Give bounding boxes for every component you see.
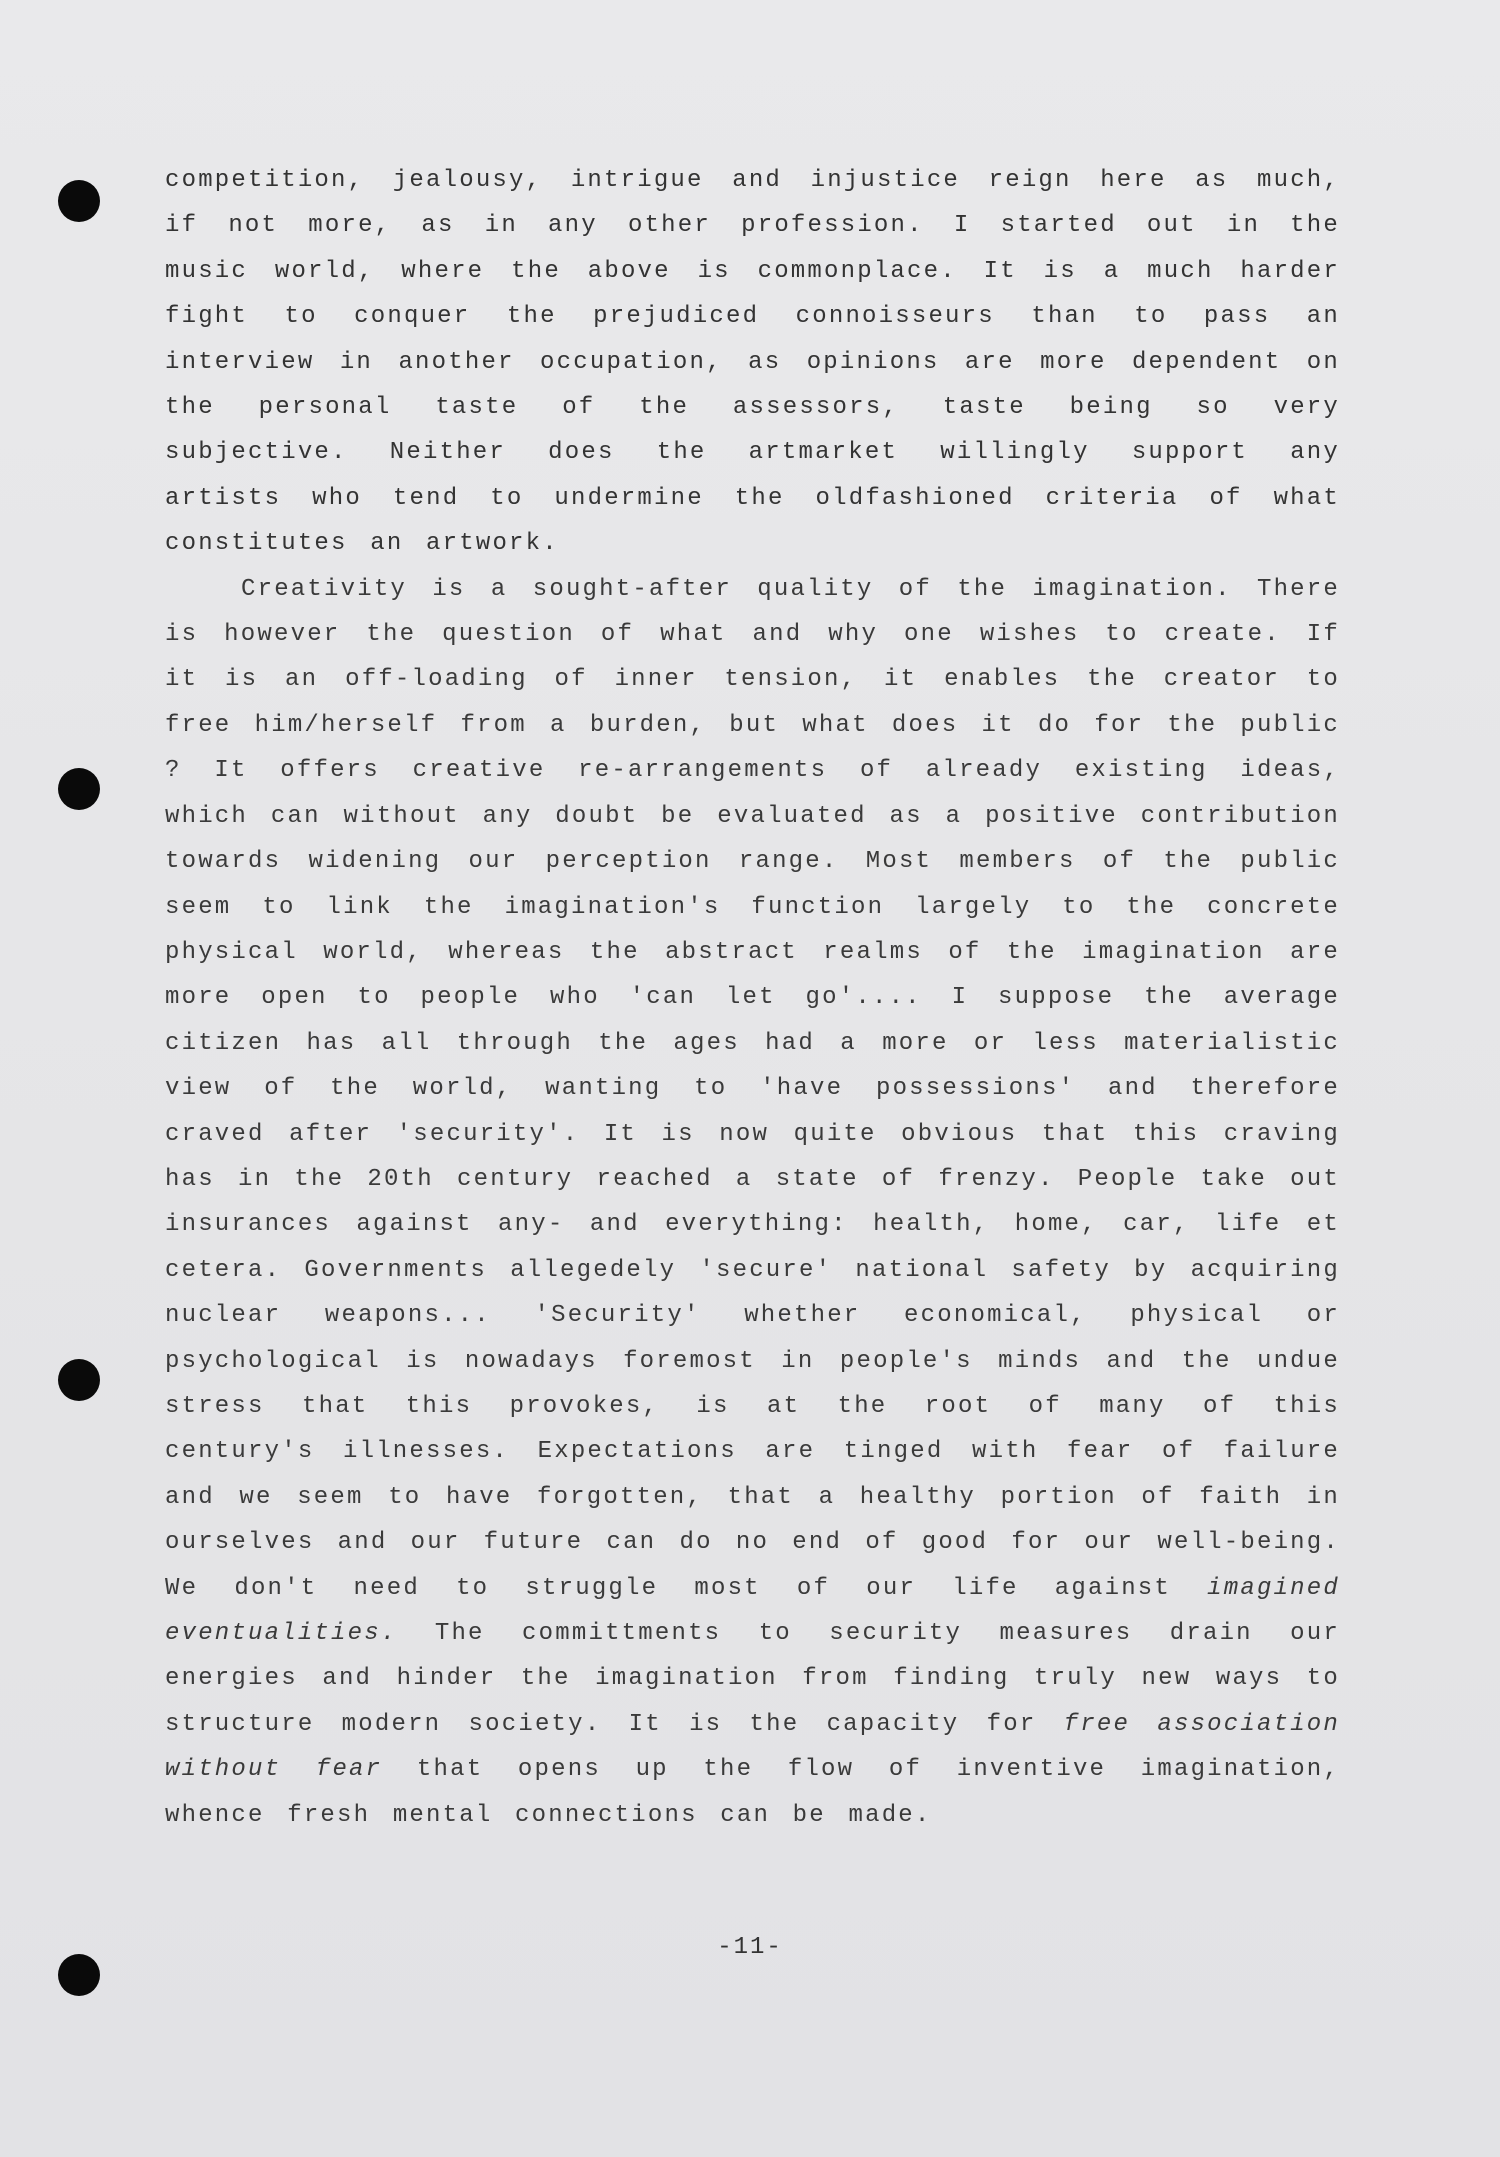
- paragraph-text: that opens up the flow of inventive imagination, whence fresh mental connections can be made.: [165, 1756, 1341, 1829]
- page-number: -11-: [717, 1934, 783, 1961]
- italic-phrase: imagined eventualities.: [165, 1574, 1340, 1647]
- italic-phrase: free association without fear: [165, 1710, 1341, 1784]
- paragraph-text: Creativity is a sought-after quality of the imagination. There is however the question of what and why one wishes to create. If it is an off-loading of inner tension, it enables the creator to free him/herself from a burden, but what does it do for the public ? It offers creative re-arrangements of already existing ideas, which can without any doubt be evaluated as a positive contribution towards widening our perception range. Most members of the public seem to link the imagination's function largely to the concrete physical world, whereas the abstract realms of the imagination are more open to people who 'can let go'.... I suppose the average citizen has all through the ages had a more or less materialistic view of the world, wanting to 'have possessions' and therefore craved after 'security'. It is now quite obvious that this craving has in the 20th century reached a state of frenzy. People take out insurances against any- and everything: health, home, car, life et cetera. Governments allegedely 'secure' national safety by acquiring nuclear weapons... 'Security' whether economical, physical or psychological is nowadays foremost in people's minds and the undue stress that this provokes, is at the root of many of this century's illnesses. Expectations are tinged with fear of failure and we seem to have forgotten, that a healthy portion of faith in ourselves and our future can do no end of good for our well-being. We don't need to struggle most of our life against: [165, 575, 1340, 1602]
- body-text: [165, 158, 1340, 1838]
- punch-hole: [58, 1359, 100, 1401]
- punch-hole: [58, 180, 100, 222]
- paragraph-continuation: competition, jealousy, intrigue and injustice reign here as much, if not more, as in any other profession. I started out in the music world, where the above is commonplace. It is a much harder fight to conquer the prejudiced connoisseurs than to pass an interview in another occupation, as opinions are more dependent on the personal taste of the assessors, taste being so very subjective. Neither does the artmarket willingly support any artists who tend to undermine the oldfashioned criteria of what constitutes an artwork.: [165, 167, 1340, 558]
- paragraph-creativity: [165, 567, 1340, 1838]
- punch-hole: [58, 768, 100, 810]
- paragraph-text: The committments to security measures drain our energies and hinder the imagination from finding truly new ways to structure modern society. It is the capacity for: [165, 1620, 1340, 1738]
